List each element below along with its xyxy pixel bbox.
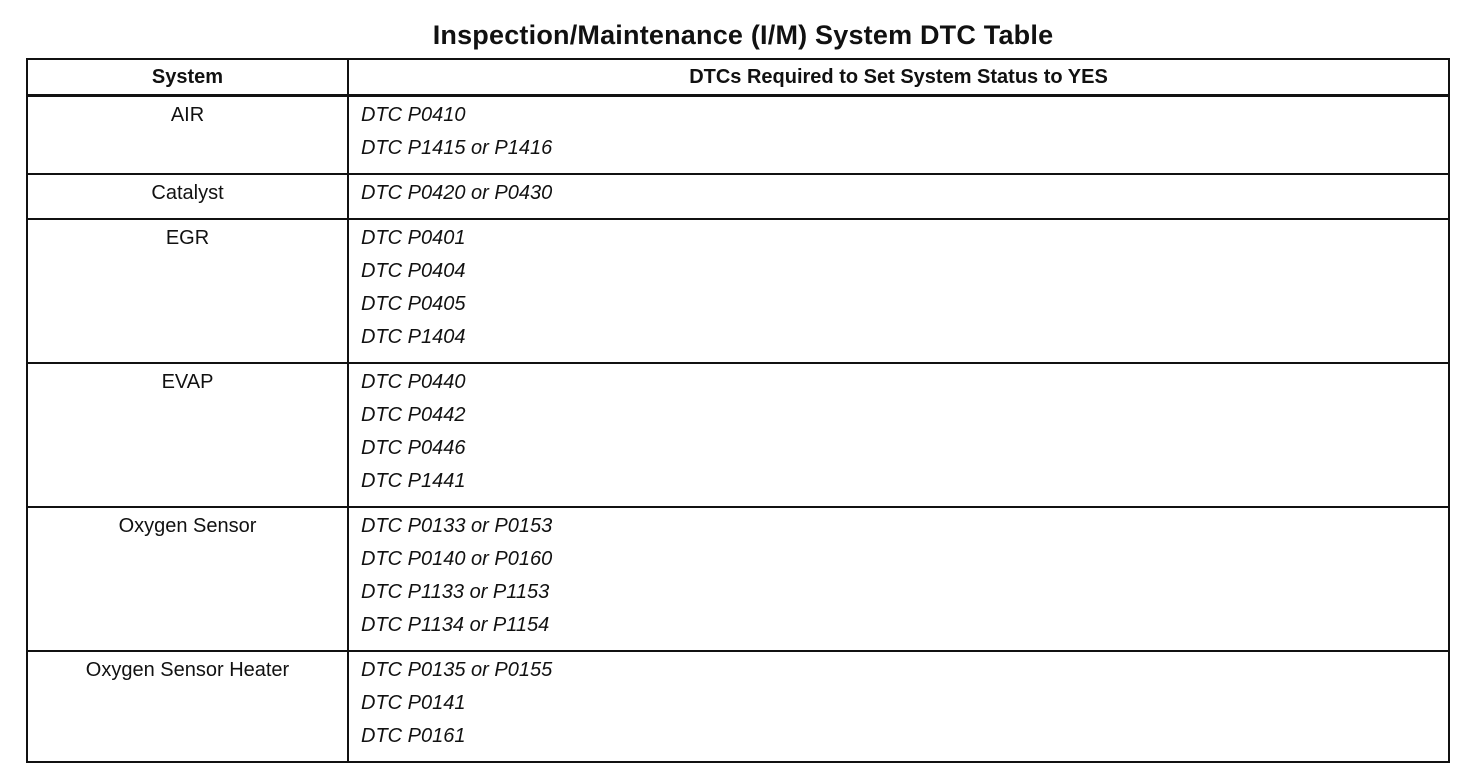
dtc-code: DTC P0446 [361, 437, 466, 459]
dtc-cell [348, 507, 1449, 651]
dtc-cell [348, 96, 1449, 175]
dtc-code: DTC P0404 [361, 260, 466, 282]
dtc-code: DTC P0405 [361, 293, 466, 315]
system-cell [27, 174, 348, 219]
dtc-code: DTC P0135 or P0155 [361, 659, 553, 681]
table-row [27, 507, 1449, 651]
dtc-code: DTC P0420 or P0430 [361, 182, 553, 204]
dtc-cell [348, 651, 1449, 762]
system-cell [27, 96, 348, 175]
dtc-cell [348, 174, 1449, 219]
dtc-list [349, 652, 1448, 761]
system-cell [27, 651, 348, 762]
column-header-dtcs: DTCs Required to Set System Status to YES [348, 59, 1449, 96]
dtc-code: DTC P1415 or P1416 [361, 137, 553, 159]
dtc-list [349, 175, 1448, 218]
dtc-list [349, 97, 1448, 173]
table-row [27, 219, 1449, 363]
table-row [27, 174, 1449, 219]
system-cell [27, 507, 348, 651]
dtc-code: DTC P0161 [361, 725, 466, 747]
table-header-row [27, 59, 1449, 96]
table-row [27, 363, 1449, 507]
dtc-list [349, 364, 1448, 506]
dtc-code: DTC P1404 [361, 326, 466, 348]
table-row [27, 651, 1449, 762]
dtc-code: DTC P0442 [361, 404, 466, 426]
dtc-code: DTC P1441 [361, 470, 466, 492]
system-cell [27, 363, 348, 507]
dtc-code: DTC P0401 [361, 227, 466, 249]
system-name: EVAP [161, 371, 214, 393]
dtc-cell [348, 363, 1449, 507]
table-row [27, 96, 1449, 175]
dtc-code: DTC P0141 [361, 692, 466, 714]
table-body [27, 96, 1449, 763]
dtc-list [349, 220, 1448, 362]
dtc-list [349, 508, 1448, 650]
dtc-table [26, 58, 1450, 763]
dtc-code: DTC P0133 or P0153 [361, 515, 553, 537]
dtc-code: DTC P0440 [361, 371, 466, 393]
dtc-code: DTC P0140 or P0160 [361, 548, 553, 570]
system-name: AIR [170, 104, 205, 126]
page-title: Inspection/Maintenance (I/M) System DTC Table [432, 20, 1054, 50]
dtc-code: DTC P1133 or P1153 [361, 581, 550, 603]
system-name: Oxygen Sensor [118, 515, 257, 537]
system-name: EGR [165, 227, 210, 249]
system-name: Catalyst [151, 182, 224, 204]
dtc-cell [348, 219, 1449, 363]
column-header-system: System [27, 59, 348, 96]
dtc-code: DTC P0410 [361, 104, 466, 126]
system-cell [27, 219, 348, 363]
dtc-code: DTC P1134 or P1154 [361, 614, 550, 636]
system-name: Oxygen Sensor Heater [85, 659, 290, 681]
